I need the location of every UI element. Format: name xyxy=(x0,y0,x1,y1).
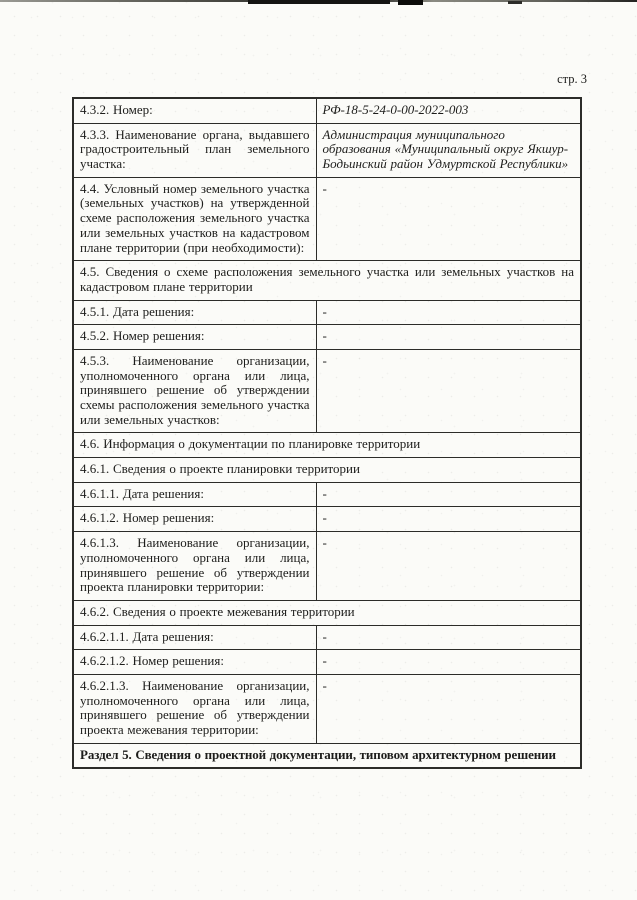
field-value-cell: - xyxy=(316,507,581,532)
field-value-cell: - xyxy=(316,349,581,432)
scan-artifact-dash xyxy=(398,0,423,5)
land-plot-plan-table xyxy=(72,97,582,769)
field-label-cell: 4.6.1.3. Наименование организации, уполномоченного органа или лица, принявшего решение об утверждении проекта планировки территории: xyxy=(73,532,316,601)
table-row xyxy=(73,743,581,768)
field-label-cell: 4.6.2.1.1. Дата решения: xyxy=(73,625,316,650)
table-row xyxy=(73,177,581,260)
field-value-cell: - xyxy=(316,325,581,350)
table-row xyxy=(73,261,581,300)
field-value-cell: - xyxy=(316,482,581,507)
field-label-cell: 4.3.2. Номер: xyxy=(73,98,316,123)
table-row xyxy=(73,625,581,650)
field-label-cell: 4.3.3. Наименование органа, выдавшего градостроительный план земельного участка: xyxy=(73,123,316,177)
field-value-cell: - xyxy=(316,625,581,650)
table-row xyxy=(73,600,581,625)
field-label-cell: 4.6.2.1.2. Номер решения: xyxy=(73,650,316,675)
field-label-cell: 4.5.3. Наименование организации, уполномоченного органа или лица, принявшего решение об утверждении схемы расположения земельного участка или земельных участков: xyxy=(73,349,316,432)
table-row xyxy=(73,458,581,483)
table-row xyxy=(73,300,581,325)
table-row xyxy=(73,433,581,458)
section-header-cell: 4.6. Информация о документации по планировке территории xyxy=(73,433,581,458)
page-number: стр. 3 xyxy=(557,72,587,86)
table-row xyxy=(73,349,581,432)
field-label-cell: 4.5.2. Номер решения: xyxy=(73,325,316,350)
field-label-cell: 4.6.2.1.3. Наименование организации, уполномоченного органа или лица, принявшего решение об утверждении проекта межевания территории: xyxy=(73,674,316,743)
scan-artifact-dot xyxy=(508,1,522,4)
field-label-cell: 4.4. Условный номер земельного участка (земельных участков) на утвержденной схеме расположения земельного участка или земельных участков на кадастровом плане территории (при необходимости): xyxy=(73,177,316,260)
field-value-cell: - xyxy=(316,650,581,675)
table-body xyxy=(73,98,581,768)
section-header-cell: 4.6.1. Сведения о проекте планировки территории xyxy=(73,458,581,483)
field-value-cell: Администрация муниципального образования «Муниципальный округ Якшур-Бодьинский район Удмуртской Республики» xyxy=(316,123,581,177)
table-row xyxy=(73,123,581,177)
field-label-cell: 4.6.1.1. Дата решения: xyxy=(73,482,316,507)
table-row xyxy=(73,532,581,601)
field-value-cell: - xyxy=(316,674,581,743)
field-label-cell: 4.6.1.2. Номер решения: xyxy=(73,507,316,532)
table-row xyxy=(73,98,581,123)
section-5-header-cell: Раздел 5. Сведения о проектной документации, типовом архитектурном решении xyxy=(73,743,581,768)
field-value-cell: - xyxy=(316,532,581,601)
table-row xyxy=(73,482,581,507)
table-row xyxy=(73,507,581,532)
field-value-cell: - xyxy=(316,177,581,260)
table-row xyxy=(73,650,581,675)
field-label-cell: 4.5.1. Дата решения: xyxy=(73,300,316,325)
section-header-cell: 4.5. Сведения о схеме расположения земельного участка или земельных участков на кадастровом плане территории xyxy=(73,261,581,300)
table-row xyxy=(73,325,581,350)
scan-artifact-mark xyxy=(248,0,390,4)
field-value-cell: РФ-18-5-24-0-00-2022-003 xyxy=(316,98,581,123)
section-header-cell: 4.6.2. Сведения о проекте межевания территории xyxy=(73,600,581,625)
table-row xyxy=(73,674,581,743)
field-value-cell: - xyxy=(316,300,581,325)
